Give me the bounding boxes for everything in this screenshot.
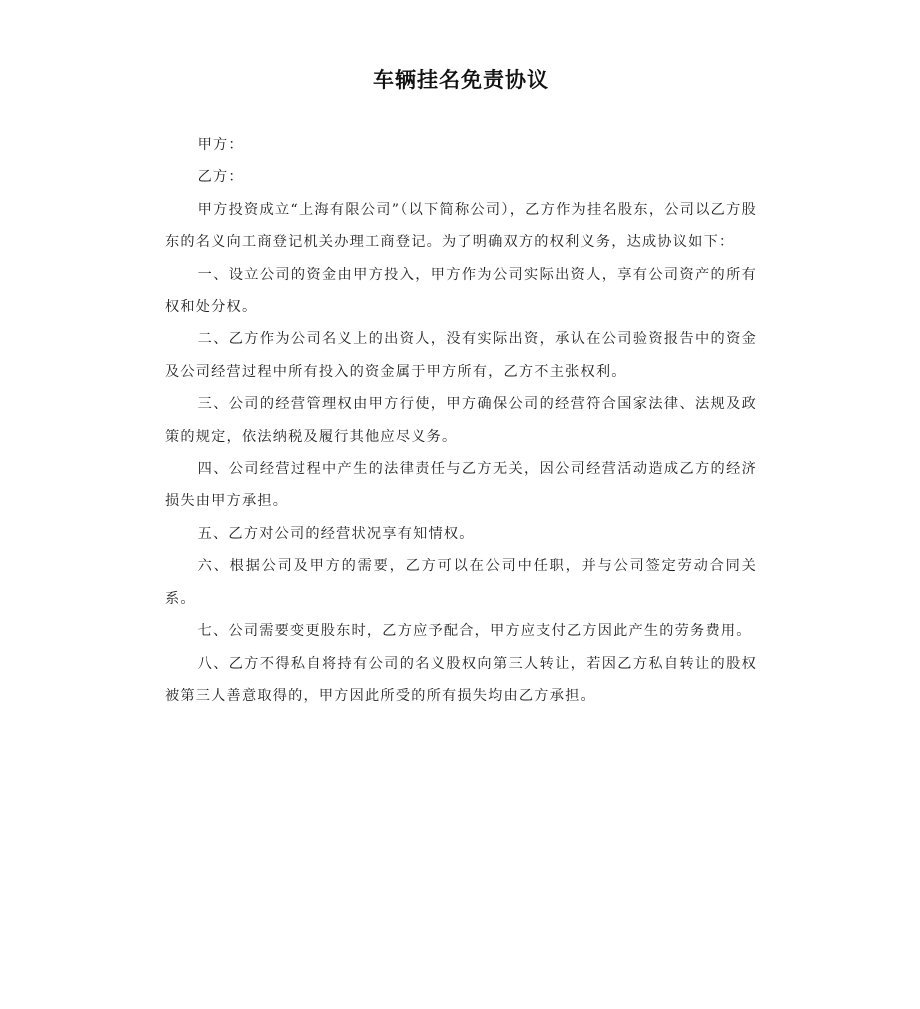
document-body — [165, 129, 757, 712]
clause-4: 四、公司经营过程中产生的法律责任与乙方无关，因公司经营活动造成乙方的经济损失由甲方承担。 — [165, 461, 757, 510]
clause-5: 五、乙方对公司的经营状况享有知情权。 — [197, 525, 475, 542]
clause-8: 八、乙方不得私自将持有公司的名义股权向第三人转让，若因乙方私自转让的股权被第三人善意取得的，甲方因此所受的所有损失均由乙方承担。 — [165, 655, 757, 704]
clause-6: 六、根据公司及甲方的需要，乙方可以在公司中任职，并与公司签定劳动合同关系。 — [165, 558, 757, 607]
clause-2: 二、乙方作为公司名义上的出资人，没有实际出资，承认在公司验资报告中的资金及公司经营过程中所有投入的资金属于甲方所有，乙方不主张权利。 — [165, 331, 757, 380]
document-page — [165, 0, 757, 712]
clause-1: 一、设立公司的资金由甲方投入，甲方作为公司实际出资人，享有公司资产的所有权和处分权。 — [165, 266, 757, 316]
party-a-line: 甲方： — [197, 137, 244, 153]
party-b-line: 乙方： — [197, 169, 244, 186]
clause-3: 三、公司的经营管理权由甲方行使，甲方确保公司的经营符合国家法律、法规及政策的规定，依法纳税及履行其他应尽义务。 — [165, 396, 757, 445]
document-title: 车辆挂名免责协议 — [373, 68, 549, 92]
clause-7: 七、公司需要变更股东时，乙方应予配合，甲方应支付乙方因此产生的劳务费用。 — [197, 623, 752, 640]
preamble-paragraph: 甲方投资成立“上海有限公司”（以下简称公司），乙方作为挂名股东，公司以乙方股东的名义向工商登记机关办理工商登记。为了明确双方的权利义务，达成协议如下： — [165, 201, 757, 251]
